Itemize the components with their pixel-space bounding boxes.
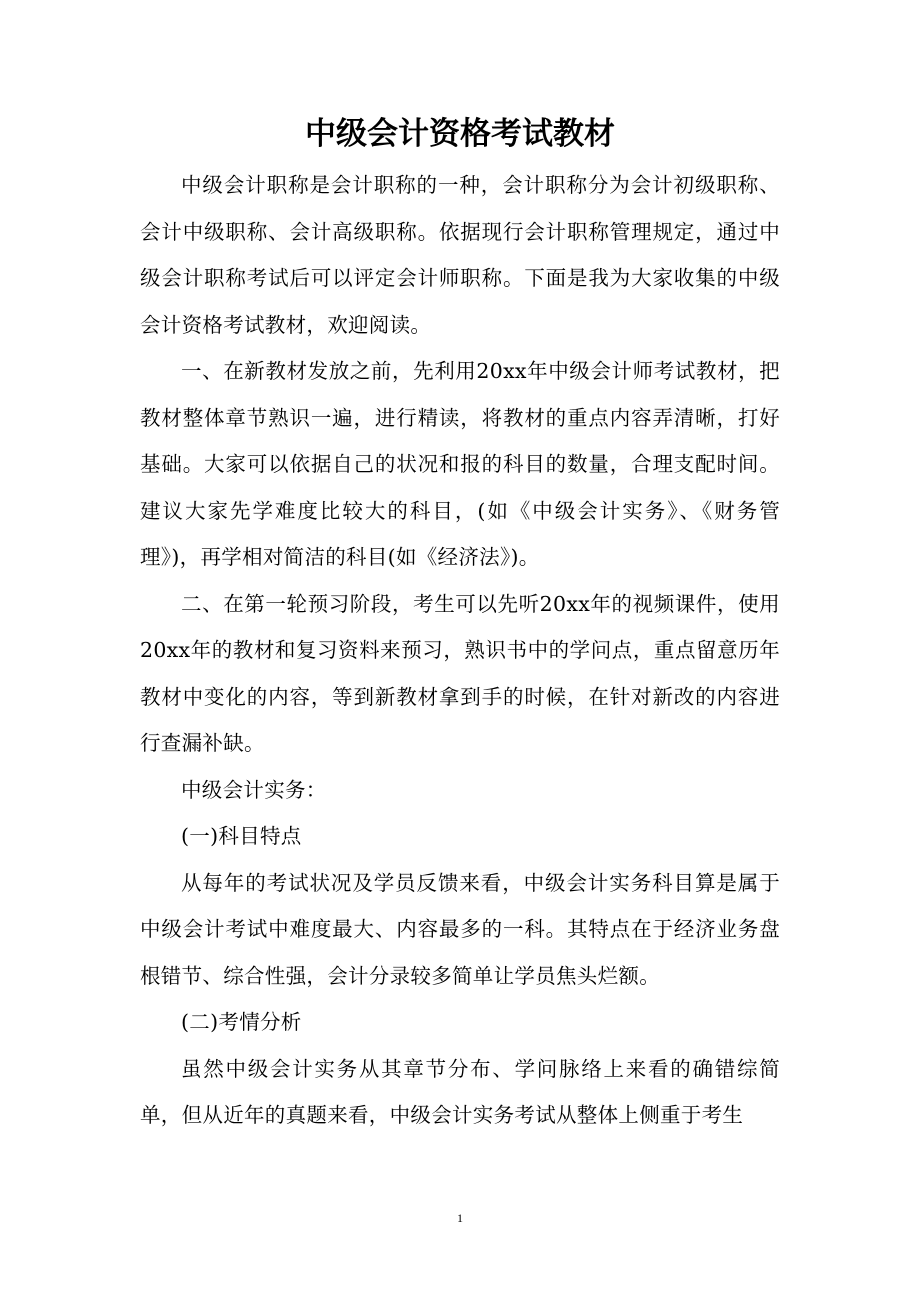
paragraph-step-one: 一、在新教材发放之前，先利用20xx年中级会计师考试教材，把教材整体章节熟识一遍，进行精读，将教材的重点内容弄清晰，打好基础。大家可以依据自己的状况和报的科目的数量，合理支配时间。建议大家先学难度比较大的科目，(如《中级会计实务》、《财务管理》)，再学相对简洁的科目(如《经济法》)。 <box>140 359 780 569</box>
page-number: 1 <box>457 1211 463 1225</box>
subheading-exam-analysis: (二)考情分析 <box>181 1010 302 1034</box>
paragraph-exam-analysis: 虽然中级会计实务从其章节分布、学问脉络上来看的确错综简单，但从近年的真题来看，中级会计实务考试从整体上侧重于考生 <box>140 1056 780 1127</box>
section-heading-practice: 中级会计实务： <box>181 777 327 802</box>
document-body <box>140 162 780 1139</box>
paragraph-subject-features: 从每年的考试状况及学员反馈来看，中级会计实务科目算是属于中级会计考试中难度最大、内容最多的一科。其特点在于经济业务盘根错节、综合性强，会计分录较多简单让学员焦头烂额。 <box>140 870 780 988</box>
paragraph-step-two: 二、在第一轮预习阶段，考生可以先听20xx年的视频课件，使用20xx年的教材和复习资料来预习，熟识书中的学问点，重点留意历年教材中变化的内容，等到新教材拿到手的时候，在针对新改的内容进行查漏补缺。 <box>140 591 780 755</box>
intro-paragraph: 中级会计职称是会计职称的一种，会计职称分为会计初级职称、会计中级职称、会计高级职称。依据现行会计职称管理规定，通过中级会计职称考试后可以评定会计师职称。下面是我为大家收集的中级会计资格考试教材，欢迎阅读。 <box>140 173 780 337</box>
subheading-subject-features: (一)科目特点 <box>181 824 302 848</box>
document-title: 中级会计资格考试教材 <box>305 116 615 152</box>
